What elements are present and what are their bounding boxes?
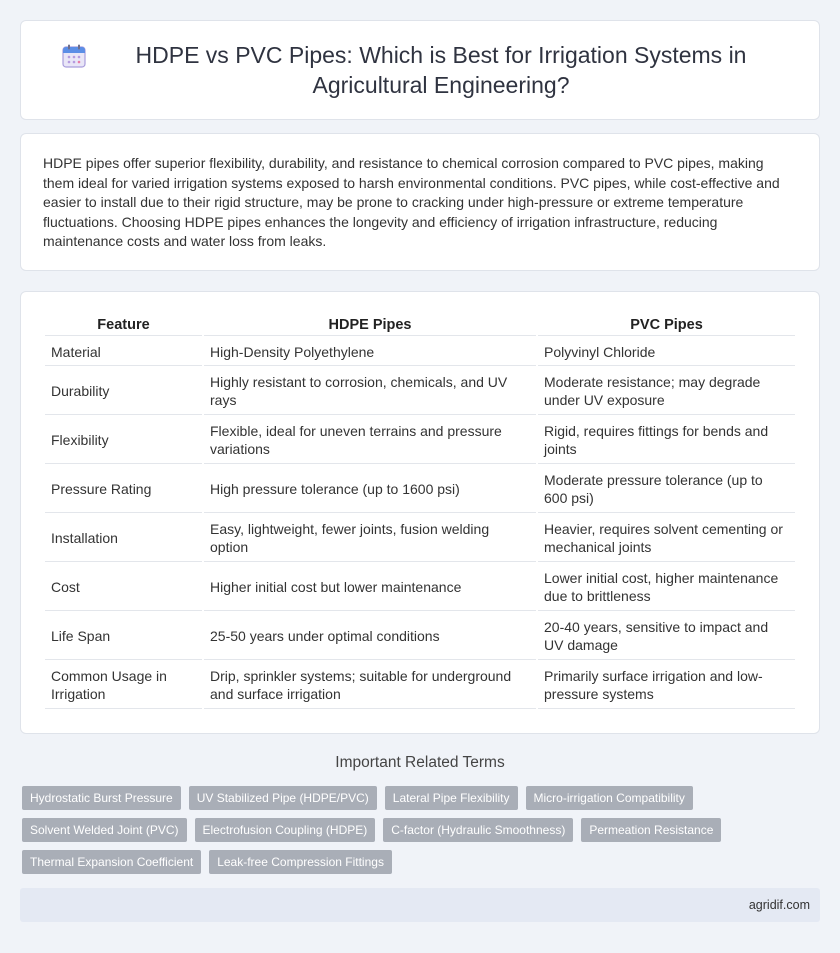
row-pvc: Heavier, requires solvent cementing or mechanical joints bbox=[538, 515, 795, 562]
row-hdpe: Flexible, ideal for uneven terrains and pressure variations bbox=[204, 417, 536, 464]
row-pvc: Moderate resistance; may degrade under UV exposure bbox=[538, 368, 795, 415]
term-tag[interactable]: Micro-irrigation Compatibility bbox=[526, 786, 693, 810]
table-header-row bbox=[45, 313, 795, 336]
term-tag[interactable]: Thermal Expansion Coefficient bbox=[22, 850, 201, 874]
row-pvc: Moderate pressure tolerance (up to 600 psi) bbox=[538, 466, 795, 513]
table-row bbox=[45, 466, 795, 513]
row-feature: Pressure Rating bbox=[45, 466, 202, 513]
row-pvc: 20-40 years, sensitive to impact and UV damage bbox=[538, 613, 795, 660]
comparison-card bbox=[20, 291, 820, 734]
footer-site-link[interactable]: agridif.com bbox=[748, 898, 810, 912]
table-row bbox=[45, 338, 795, 366]
term-tag[interactable]: Hydrostatic Burst Pressure bbox=[22, 786, 181, 810]
row-pvc: Lower initial cost, higher maintenance due to brittleness bbox=[538, 564, 795, 611]
term-tag[interactable]: Leak-free Compression Fittings bbox=[209, 850, 392, 874]
row-feature: Cost bbox=[45, 564, 202, 611]
related-terms-list bbox=[22, 786, 812, 874]
row-pvc: Primarily surface irrigation and low-pressure systems bbox=[538, 662, 795, 709]
row-hdpe: Easy, lightweight, fewer joints, fusion welding option bbox=[204, 515, 536, 562]
term-tag[interactable]: Solvent Welded Joint (PVC) bbox=[22, 818, 187, 842]
row-feature: Durability bbox=[45, 368, 202, 415]
header-feature: Feature bbox=[45, 313, 202, 336]
header-hdpe: HDPE Pipes bbox=[204, 313, 536, 336]
calendar-icon bbox=[61, 43, 87, 69]
footer bbox=[20, 888, 820, 922]
comparison-table bbox=[43, 311, 797, 711]
table-row bbox=[45, 662, 795, 709]
row-feature: Flexibility bbox=[45, 417, 202, 464]
row-hdpe: High pressure tolerance (up to 1600 psi) bbox=[204, 466, 536, 513]
table-row bbox=[45, 515, 795, 562]
row-hdpe: Highly resistant to corrosion, chemicals, and UV rays bbox=[204, 368, 536, 415]
row-pvc: Polyvinyl Chloride bbox=[538, 338, 795, 366]
row-feature: Installation bbox=[45, 515, 202, 562]
related-terms-heading: Important Related Terms bbox=[335, 754, 505, 771]
term-tag[interactable]: Electrofusion Coupling (HDPE) bbox=[195, 818, 376, 842]
row-pvc: Rigid, requires fittings for bends and joints bbox=[538, 417, 795, 464]
page-title: HDPE vs PVC Pipes: Which is Best for Irrigation Systems in Agricultural Engineering? bbox=[135, 42, 747, 98]
header-pvc: PVC Pipes bbox=[538, 313, 795, 336]
row-feature: Common Usage in Irrigation bbox=[45, 662, 202, 709]
title-card bbox=[20, 20, 820, 120]
table-row bbox=[45, 368, 795, 415]
term-tag[interactable]: Permeation Resistance bbox=[581, 818, 721, 842]
row-hdpe: 25-50 years under optimal conditions bbox=[204, 613, 536, 660]
table-row bbox=[45, 564, 795, 611]
term-tag[interactable]: UV Stabilized Pipe (HDPE/PVC) bbox=[189, 786, 377, 810]
row-hdpe: Drip, sprinkler systems; suitable for underground and surface irrigation bbox=[204, 662, 536, 709]
row-hdpe: High-Density Polyethylene bbox=[204, 338, 536, 366]
row-hdpe: Higher initial cost but lower maintenance bbox=[204, 564, 536, 611]
intro-card bbox=[20, 133, 820, 271]
table-row bbox=[45, 417, 795, 464]
intro-paragraph: HDPE pipes offer superior flexibility, durability, and resistance to chemical corrosion compared to PVC pipes, making them ideal for varied irrigation systems exposed to harsh environmental conditions. PVC pipes, while cost-effective and easier to install due to their rigid structure, may be prone to cracking under high-pressure or extreme temperature fluctuations. Choosing HDPE pipes enhances the longevity and efficiency of irrigation infrastructure, reducing maintenance costs and water loss from leaks. bbox=[43, 155, 780, 249]
term-tag[interactable]: C-factor (Hydraulic Smoothness) bbox=[383, 818, 573, 842]
term-tag[interactable]: Lateral Pipe Flexibility bbox=[385, 786, 518, 810]
table-row bbox=[45, 613, 795, 660]
row-feature: Material bbox=[45, 338, 202, 366]
row-feature: Life Span bbox=[45, 613, 202, 660]
